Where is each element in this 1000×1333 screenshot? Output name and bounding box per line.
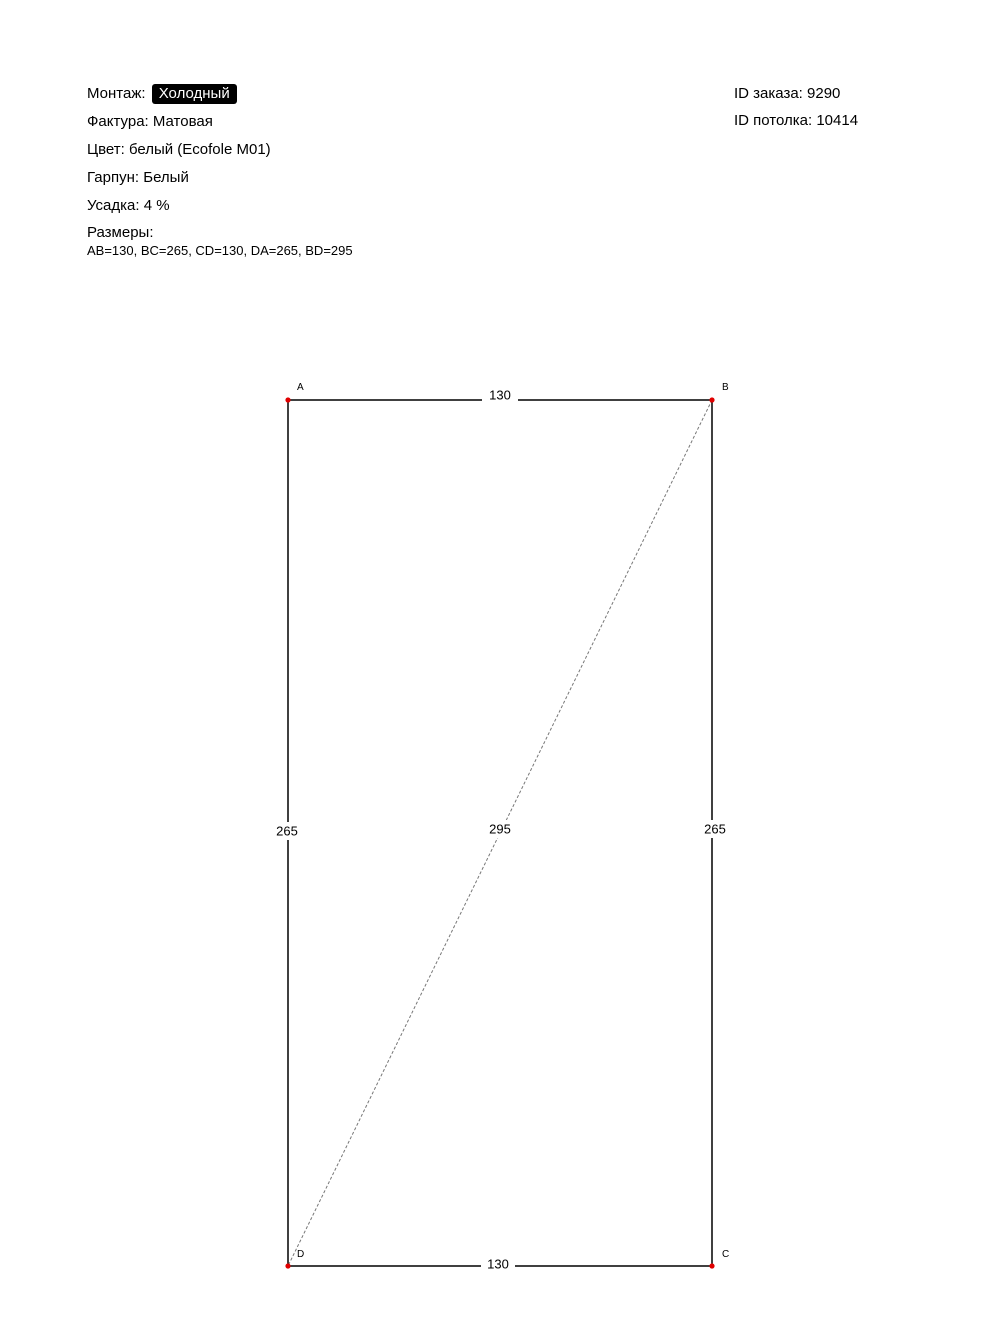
vertex-label-b: B [722, 382, 729, 393]
diagonal-length-bd [486, 820, 514, 838]
harpoon-value: Белый [143, 169, 189, 186]
color-value: белый (Ecofole M01) [128, 141, 271, 158]
texture-value: Матовая [152, 113, 213, 130]
side-length-cd-text: 130 [487, 1256, 509, 1272]
side-length-ab [482, 386, 518, 404]
dimensions-text: AB=130, BC=265, CD=130, DA=265, BD=295 [87, 243, 353, 258]
side-length-ab-text: 130 [489, 387, 511, 403]
shrinkage-label: Усадка: [87, 197, 140, 214]
vertex-label-d: D [297, 1249, 305, 1260]
side-length-da-text: 265 [276, 823, 298, 839]
vertex-point-b [709, 397, 714, 402]
harpoon-label: Гарпун: [87, 169, 140, 186]
texture-label: Фактура: [87, 113, 149, 130]
side-length-cd [481, 1255, 515, 1273]
side-length-da [273, 822, 301, 840]
ceiling-id-value: 10414 [816, 112, 859, 129]
vertex-label-c: C [722, 1249, 730, 1260]
mounting-label: Монтаж: [87, 85, 146, 102]
dimensions-title: Размеры: [87, 224, 154, 241]
shrinkage-value: 4 % [143, 197, 170, 214]
vertex-point-c [709, 1263, 714, 1268]
side-length-bc-text: 265 [704, 821, 726, 837]
order-id-value: 9290 [807, 85, 841, 102]
order-id-label: ID заказа: [734, 85, 803, 102]
vertex-point-a [285, 397, 290, 402]
color-label: Цвет: [87, 141, 125, 158]
vertex-point-d [285, 1263, 290, 1268]
mounting-badge: Холодный [152, 84, 237, 104]
vertex-label-a: A [297, 382, 304, 393]
diagonal-length-bd-text: 295 [489, 821, 511, 837]
side-length-bc [701, 820, 729, 838]
ceiling-id-label: ID потолка: [734, 112, 813, 129]
